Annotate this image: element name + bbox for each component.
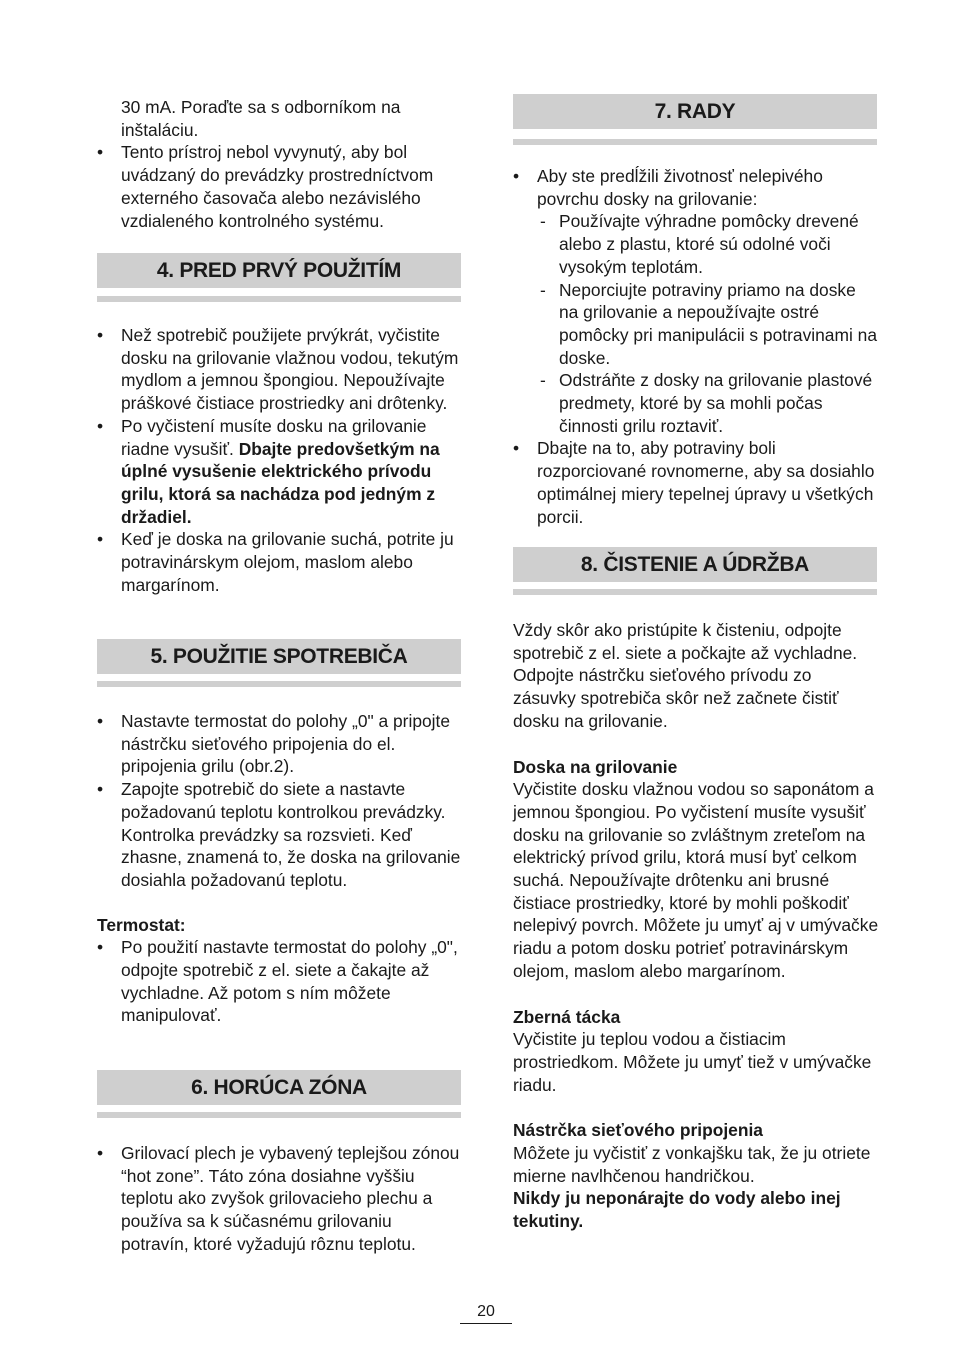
list-item-text: Aby ste predĺžili životnosť nelepivého povrchu dosky na grilovanie: [537, 166, 823, 209]
sub-list-item: - Používajte výhradne pomôcky drevené alebo z plastu, ktoré sú odolné voči vysokým teplotám. [537, 210, 879, 278]
section-divider [513, 589, 877, 595]
subheading-doska: Doska na grilovanie [513, 756, 678, 777]
section-divider [97, 681, 461, 687]
sub-list-item: - Odstráňte z dosky na grilovanie plastové predmety, ktoré by sa mohli počas činnosti grilu roztaviť. [537, 369, 879, 437]
sub-list-item: - Neporciujte potraviny priamo na doske na grilovanie a nepoužívajte ostré pomôcky pri manipulácii s potravinami na doske. [537, 279, 879, 370]
section-4-body [97, 324, 463, 596]
paragraph-tacka: Vyčistite ju teplou vodou a čistiacim prostriedkom. Môžete ju umyť tiež v umývačke riadu. [513, 1029, 872, 1095]
list-item-text: Po vyčistení musíte dosku na grilovanie riadne vysušiť. [121, 415, 427, 459]
list-item [513, 165, 879, 437]
list-item: • Keď je doska na grilovanie suchá, potrite ju potravinárskym olejom, maslom alebo margarínom. [97, 528, 463, 596]
list-item [97, 415, 463, 529]
section-heading-4: 4. PRED PRVÝ POUŽITÍM [97, 253, 461, 288]
section-divider [97, 1112, 461, 1118]
list-item-emphasis: Dbajte predovšetkým na úplné vysušenie elektrického prívodu grilu, ktorá sa nachádza pod jedným z držadiel. [121, 438, 440, 527]
page-number: 20 [460, 1302, 512, 1324]
section-heading-8: 8. ČISTENIE A ÚDRŽBA [513, 547, 877, 582]
section-5-body [97, 710, 463, 1027]
section-heading-5: 5. POUŽITIE SPOTREBIČA [97, 639, 461, 674]
intro-block [97, 96, 463, 232]
list-item: • Než spotrebič použijete prvýkrát, vyčistite dosku na grilovanie vlažnou vodou, tekutým mydlom a jemnou špongiou. Nepoužívajte práškové čistiace prostriedky ani drôtenky. [97, 324, 463, 415]
section-divider [97, 296, 461, 302]
paragraph-nastrcka: Môžete ju vyčistiť z vonkajšku tak, že ju otriete mierne navlhčenou handričkou. [513, 1143, 871, 1186]
intro-continuation: 30 mA. Poraďte sa s odborníkom na inštaláciu. [121, 97, 401, 140]
termostat-label: Termostat: [97, 914, 186, 935]
section-divider [513, 139, 877, 145]
section-7-body [513, 165, 879, 528]
section-6-body [97, 1142, 463, 1256]
section-heading-6: 6. HORÚCA ZÓNA [97, 1070, 461, 1105]
list-item: • Tento prístroj nebol vyvynutý, aby bol uvádzaný do prevádzky prostredníctvom externého časovača alebo nezávislého vzdialeného kontrolného systému. [97, 141, 463, 232]
subheading-tacka: Zberná tácka [513, 1006, 621, 1027]
section-heading-7: 7. RADY [513, 94, 877, 129]
list-item: • Nastavte termostat do polohy „0" a pripojte nástrčku sieťového pripojenia do el. pripojenia grilu (obr.2). [97, 710, 463, 778]
list-item: • Dbajte na to, aby potraviny boli rozporciované rovnomerne, aby sa dosiahlo optimálnej miery tepelnej úpravy u všetkých porcii. [513, 437, 879, 528]
list-item: • Grilovací plech je vybavený teplejšou zónou “hot zone”. Táto zóna dosiahne vyššiu teplotu ako zvyšok grilovacieho plechu a používa sa k súčasnému grilovaniu potravín, ktoré vyžadujú rôznu teplotu. [97, 1142, 463, 1256]
list-item: • Zapojte spotrebič do siete a nastavte požadovanú teplotu kontrolkou prevádzky. Kontrolka prevádzky sa rozsvieti. Keď zhasne, znamená to, že doska na grilovanie dosiahla požadovanú teplotu. [97, 778, 463, 892]
cleaning-intro: Vždy skôr ako pristúpite k čisteniu, odpojte spotrebič z el. siete a počkajte až vychladne. Odpojte nástrčku sieťového prívodu zo zásuvky spotrebiča skôr než začnete čistiť dosku na grilovanie. [513, 620, 858, 731]
section-8-body [513, 619, 879, 1233]
warning-nastrcka: Nikdy ju neponárajte do vody alebo inej tekutiny. [513, 1188, 841, 1232]
subheading-nastrcka: Nástrčka sieťového pripojenia [513, 1120, 763, 1141]
list-item: • Po použití nastavte termostat do polohy „0", odpojte spotrebič z el. siete a čakajte až vychladne. Až potom s ním môžete manipulovať. [97, 936, 463, 1027]
paragraph-doska: Vyčistite dosku vlažnou vodou so saponátom a jemnou špongiou. Po vyčistení musíte vysušiť dosku na grilovanie so zvláštnym zreteľom na elektrický prívod grilu, ktorá musí byť celkom suchá. Nepoužívajte drôtenku ani brusné čistiace prostriedky, ktoré by mohli poškodiť nelepivý povrch. Môžete ju umyť aj v umývačke riadu a potom dosku potrieť potravinárskym olejom, maslom alebo margarínom. [513, 779, 879, 981]
